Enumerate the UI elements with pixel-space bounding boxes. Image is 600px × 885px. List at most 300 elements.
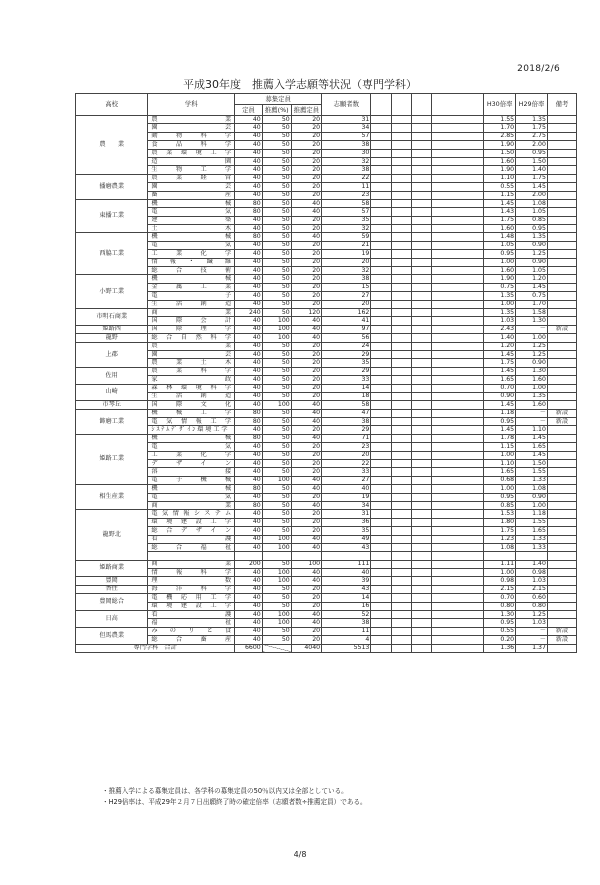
blank-cell — [411, 116, 431, 124]
h29-ratio-cell: 1.00 — [516, 501, 548, 509]
dept-name: 総合デザイン — [148, 527, 235, 535]
h30-ratio-cell: 1.65 — [484, 468, 516, 476]
applicants-cell: 38 — [322, 619, 371, 627]
blank-cell — [411, 460, 431, 468]
blank-cell — [391, 644, 411, 652]
capacity-cell: 40 — [235, 384, 263, 392]
blank-cell — [432, 141, 484, 149]
rec-quota-cell: 20 — [291, 174, 321, 182]
rec-quota-cell: 20 — [291, 132, 321, 140]
rec-quota-cell: 20 — [291, 594, 321, 602]
h29-ratio-cell: 1.30 — [516, 367, 548, 375]
capacity-cell: 40 — [235, 132, 263, 140]
applicants-cell: 43 — [322, 543, 371, 551]
blank-cell — [411, 233, 431, 241]
blank-cell — [432, 611, 484, 619]
blank-cell — [391, 552, 411, 560]
blank-cell — [371, 569, 391, 577]
h29-ratio-cell: 1.25 — [516, 342, 548, 350]
header-h30: H30倍率 — [484, 94, 516, 116]
h29-ratio-cell: 0.80 — [516, 602, 548, 610]
rec-quota-cell: 20 — [291, 527, 321, 535]
h30-ratio-cell: 0.70 — [484, 594, 516, 602]
h29-ratio-cell: 1.05 — [516, 208, 548, 216]
h30-ratio-cell: 1.80 — [484, 518, 516, 526]
table-row — [76, 434, 577, 442]
blank-cell — [371, 384, 391, 392]
rec-pct-cell: 50 — [262, 376, 291, 384]
dept-name: 総合技術 — [148, 267, 235, 275]
rec-quota-cell: 20 — [291, 451, 321, 459]
blank-cell — [432, 300, 484, 308]
applicants-cell: 34 — [322, 501, 371, 509]
blank-cell — [371, 510, 391, 518]
blank-cell — [391, 451, 411, 459]
capacity-cell: 40 — [235, 535, 263, 543]
h29-ratio-cell: 1.00 — [516, 334, 548, 342]
rec-pct-cell: 50 — [262, 267, 291, 275]
blank-cell — [432, 267, 484, 275]
table-row — [76, 501, 577, 509]
rec-quota-cell: 20 — [291, 384, 321, 392]
dept-name: 金属工業 — [148, 283, 235, 291]
blank-cell — [411, 241, 431, 249]
table-row — [76, 157, 577, 165]
applicants-cell: 58 — [322, 199, 371, 207]
blank-cell — [391, 283, 411, 291]
rec-quota-cell: 100 — [291, 560, 321, 568]
school-name: 姫路商業 — [76, 560, 148, 577]
rec-pct-cell: 50 — [262, 460, 291, 468]
h29-ratio-cell: 0.98 — [516, 569, 548, 577]
h29-ratio-cell — [516, 552, 548, 560]
capacity-cell: 40 — [235, 543, 263, 551]
blank-cell — [391, 577, 411, 585]
blank-cell — [391, 116, 411, 124]
remarks-cell — [547, 359, 576, 367]
rec-quota-cell: 40 — [291, 577, 321, 585]
blank-cell — [371, 174, 391, 182]
blank-cell — [411, 384, 431, 392]
applicants-cell: 15 — [322, 283, 371, 291]
h29-ratio-cell: 2.15 — [516, 585, 548, 593]
applicants-cell: 36 — [322, 518, 371, 526]
capacity-cell: 40 — [235, 250, 263, 258]
blank-cell — [411, 426, 431, 434]
table-row — [76, 124, 577, 132]
h30-ratio-cell: 1.48 — [484, 233, 516, 241]
h30-ratio-cell: 1.08 — [484, 543, 516, 551]
dept-name: 動物科学 — [148, 132, 235, 140]
capacity-cell: 40 — [235, 451, 263, 459]
blank-cell — [411, 443, 431, 451]
rec-quota-cell: 20 — [291, 141, 321, 149]
blank-cell — [411, 501, 431, 509]
rec-pct-cell: 50 — [262, 216, 291, 224]
h30-ratio-cell: 1.60 — [484, 157, 516, 165]
school-name: 相生産業 — [76, 485, 148, 510]
rec-pct-cell: 50 — [262, 527, 291, 535]
h30-ratio-cell: 1.05 — [484, 241, 516, 249]
blank-cell — [371, 602, 391, 610]
blank-cell — [432, 258, 484, 266]
rec-quota-cell: 20 — [291, 392, 321, 400]
rec-pct-cell: 50 — [262, 241, 291, 249]
table-row — [76, 267, 577, 275]
blank-cell — [411, 141, 431, 149]
header-remarks: 備考 — [547, 94, 576, 116]
blank-cell — [391, 518, 411, 526]
h29-ratio-cell: 1.18 — [516, 510, 548, 518]
h30-ratio-cell: 1.00 — [484, 485, 516, 493]
rec-pct-cell: 50 — [262, 124, 291, 132]
blank-cell — [432, 334, 484, 342]
applicants-cell: 41 — [322, 317, 371, 325]
blank-cell — [371, 527, 391, 535]
applicants-cell: 11 — [322, 183, 371, 191]
capacity-cell: 40 — [235, 460, 263, 468]
blank-cell — [391, 367, 411, 375]
rec-pct-cell: 50 — [262, 308, 291, 316]
rec-pct-cell: 50 — [262, 359, 291, 367]
dept-name: 機械 — [148, 485, 235, 493]
remarks-cell — [547, 426, 576, 434]
table-row — [76, 141, 577, 149]
remarks-cell — [547, 183, 576, 191]
dept-name: 農業環境工学 — [148, 149, 235, 157]
capacity-cell: 40 — [235, 317, 263, 325]
rec-quota-cell: 40 — [291, 535, 321, 543]
capacity-cell: 40 — [235, 611, 263, 619]
h30-ratio-cell: 1.45 — [484, 350, 516, 358]
header-h29: H29倍率 — [516, 94, 548, 116]
h29-ratio-cell: 1.45 — [516, 451, 548, 459]
h30-ratio-cell: 0.95 — [484, 418, 516, 426]
h29-ratio-cell: 1.75 — [516, 174, 548, 182]
remarks-cell — [547, 535, 576, 543]
rec-pct-cell: 100 — [262, 401, 291, 409]
header-quota-group: 募集定員 — [235, 94, 322, 105]
h29-ratio-cell: 0.60 — [516, 594, 548, 602]
blank-cell — [391, 585, 411, 593]
dept-name: 理数 — [148, 577, 235, 585]
blank-cell — [371, 468, 391, 476]
h29-ratio-cell: 1.25 — [516, 250, 548, 258]
rec-pct-cell: 50 — [262, 183, 291, 191]
header-blank-3 — [411, 94, 431, 116]
table-row — [76, 468, 577, 476]
school-name: 西脇工業 — [76, 233, 148, 275]
blank-cell — [371, 216, 391, 224]
rec-pct-cell: 100 — [262, 569, 291, 577]
h29-ratio-cell: 1.35 — [516, 392, 548, 400]
blank-cell — [391, 376, 411, 384]
dept-name: 農業土木 — [148, 359, 235, 367]
blank-cell — [391, 485, 411, 493]
school-name: 市明石商業 — [76, 308, 148, 325]
h30-ratio-cell: 0.75 — [484, 283, 516, 291]
h29-ratio-cell: － — [516, 627, 548, 635]
blank-cell — [391, 132, 411, 140]
rec-pct-cell: 100 — [262, 325, 291, 333]
remarks-cell — [547, 275, 576, 283]
rec-quota-cell: 40 — [291, 476, 321, 484]
table-row — [76, 518, 577, 526]
table-row — [76, 166, 577, 174]
blank-cell — [432, 602, 484, 610]
blank-cell — [411, 191, 431, 199]
table-row — [76, 560, 577, 568]
remarks-cell — [547, 317, 576, 325]
blank-cell — [432, 342, 484, 350]
blank-cell — [432, 401, 484, 409]
h30-ratio-cell: 0.55 — [484, 183, 516, 191]
capacity-cell: 40 — [235, 275, 263, 283]
rec-quota-cell: 40 — [291, 501, 321, 509]
applicants-cell: 38 — [322, 166, 371, 174]
total-capacity: 6600 — [235, 644, 263, 652]
blank-cell — [391, 208, 411, 216]
header-capacity: 定員 — [235, 105, 263, 116]
blank-cell — [411, 376, 431, 384]
applicants-cell: 33 — [322, 376, 371, 384]
blank-cell — [411, 627, 431, 635]
h29-ratio-cell: 0.90 — [516, 241, 548, 249]
h29-ratio-cell: 1.40 — [516, 560, 548, 568]
blank-cell — [411, 552, 431, 560]
remarks-cell — [547, 241, 576, 249]
capacity-cell: 40 — [235, 258, 263, 266]
dept-name: 電気 — [148, 493, 235, 501]
blank-cell — [371, 342, 391, 350]
remarks-cell — [547, 191, 576, 199]
blank-cell — [391, 476, 411, 484]
blank-cell — [371, 225, 391, 233]
rec-quota-cell: 20 — [291, 292, 321, 300]
capacity-cell: 40 — [235, 183, 263, 191]
rec-pct-cell: 50 — [262, 292, 291, 300]
h30-ratio-cell: 1.40 — [484, 334, 516, 342]
h29-ratio-cell: 1.50 — [516, 460, 548, 468]
dept-name: 工業化学 — [148, 451, 235, 459]
applicants-cell: 32 — [322, 267, 371, 275]
applicants-cell: 29 — [322, 367, 371, 375]
capacity-cell: 40 — [235, 392, 263, 400]
blank-cell — [411, 325, 431, 333]
blank-cell — [371, 392, 391, 400]
dept-name: ｼｽﾃﾑﾃﾞｻﾞｲﾝ環境工学 — [148, 426, 235, 434]
rec-pct-cell: 50 — [262, 451, 291, 459]
blank-cell — [371, 334, 391, 342]
school-name: 小野工業 — [76, 275, 148, 309]
dept-name: 福祉 — [148, 619, 235, 627]
blank-cell — [411, 174, 431, 182]
blank-cell — [391, 308, 411, 316]
blank-cell — [371, 501, 391, 509]
remarks-cell — [547, 208, 576, 216]
blank-cell — [411, 518, 431, 526]
table-row — [76, 258, 577, 266]
h29-ratio-cell: 1.03 — [516, 619, 548, 627]
rec-quota-cell: 20 — [291, 493, 321, 501]
applicants-cell: 16 — [322, 602, 371, 610]
blank-cell — [432, 350, 484, 358]
blank-cell — [371, 132, 391, 140]
remarks-cell — [547, 527, 576, 535]
blank-cell — [411, 493, 431, 501]
dept-name: 電気 — [148, 208, 235, 216]
capacity-cell: 40 — [235, 191, 263, 199]
school-name: 龍野 — [76, 334, 148, 342]
remarks-cell — [547, 543, 576, 551]
h30-ratio-cell: 1.11 — [484, 560, 516, 568]
applicants-cell: 39 — [322, 577, 371, 585]
rec-pct-cell: 100 — [262, 317, 291, 325]
blank-cell — [432, 367, 484, 375]
blank-cell — [411, 569, 431, 577]
rec-pct-cell: 50 — [262, 485, 291, 493]
h30-ratio-cell: 1.45 — [484, 199, 516, 207]
blank-cell — [391, 602, 411, 610]
blank-cell — [391, 619, 411, 627]
rec-quota-cell: 120 — [291, 308, 321, 316]
h30-ratio-cell: 2.15 — [484, 585, 516, 593]
blank-cell — [432, 485, 484, 493]
remarks-cell — [547, 166, 576, 174]
capacity-cell: 40 — [235, 493, 263, 501]
capacity-cell — [235, 552, 263, 560]
h29-ratio-cell: 1.08 — [516, 485, 548, 493]
h30-ratio-cell: 1.90 — [484, 275, 516, 283]
rec-quota-cell: 20 — [291, 116, 321, 124]
dept-name: 農業科学 — [148, 367, 235, 375]
dept-name: 情報科学 — [148, 569, 235, 577]
dept-name: 食品科学 — [148, 141, 235, 149]
blank-cell — [371, 300, 391, 308]
blank-cell — [432, 275, 484, 283]
blank-cell — [371, 401, 391, 409]
rec-quota-cell: 20 — [291, 241, 321, 249]
table-row — [76, 577, 577, 585]
blank-cell — [391, 392, 411, 400]
blank-cell — [432, 619, 484, 627]
applicants-cell: 43 — [322, 585, 371, 593]
applicants-cell: 27 — [322, 292, 371, 300]
blank-cell — [411, 157, 431, 165]
h29-ratio-cell: 1.60 — [516, 401, 548, 409]
remarks-cell — [547, 124, 576, 132]
blank-cell — [432, 644, 484, 652]
blank-cell — [411, 644, 431, 652]
table-row — [76, 283, 577, 291]
h30-ratio-cell: 1.20 — [484, 342, 516, 350]
remarks-cell — [547, 300, 576, 308]
h29-ratio-cell: 1.65 — [516, 527, 548, 535]
applicants-cell: 111 — [322, 560, 371, 568]
h30-ratio-cell — [484, 552, 516, 560]
capacity-cell: 40 — [235, 619, 263, 627]
total-rec-quota: 4040 — [291, 644, 321, 652]
remarks-cell — [547, 233, 576, 241]
blank-cell — [371, 208, 391, 216]
capacity-cell: 40 — [235, 518, 263, 526]
remarks-cell — [547, 602, 576, 610]
applicants-cell: 31 — [322, 510, 371, 518]
blank-cell — [391, 124, 411, 132]
rec-quota-cell: 20 — [291, 283, 321, 291]
rec-quota-cell: 40 — [291, 611, 321, 619]
school-name: 但馬農業 — [76, 627, 148, 644]
dept-name: 環境建設工学 — [148, 518, 235, 526]
remarks-cell — [547, 225, 576, 233]
dept-name: 国際理学 — [148, 325, 235, 333]
blank-cell — [432, 594, 484, 602]
blank-cell — [391, 535, 411, 543]
capacity-cell: 40 — [235, 636, 263, 644]
capacity-cell: 40 — [235, 325, 263, 333]
rec-pct-cell: 50 — [262, 418, 291, 426]
blank-cell — [371, 275, 391, 283]
h30-ratio-cell: 1.15 — [484, 443, 516, 451]
capacity-cell: 40 — [235, 585, 263, 593]
application-status-table — [75, 93, 577, 653]
remarks-cell — [547, 116, 576, 124]
school-name: 龍野北 — [76, 510, 148, 560]
blank-cell — [391, 594, 411, 602]
blank-cell — [391, 267, 411, 275]
rec-quota-cell: 40 — [291, 619, 321, 627]
remarks-cell — [547, 216, 576, 224]
table-row — [76, 191, 577, 199]
rec-pct-cell: 100 — [262, 476, 291, 484]
h29-ratio-cell: 0.90 — [516, 258, 548, 266]
rec-pct-cell: 50 — [262, 367, 291, 375]
dept-name: 土木 — [148, 225, 235, 233]
rec-pct-cell: 50 — [262, 149, 291, 157]
rec-pct-cell: 50 — [262, 283, 291, 291]
applicants-cell: 162 — [322, 308, 371, 316]
applicants-cell: 31 — [322, 116, 371, 124]
remarks-cell — [547, 174, 576, 182]
applicants-cell: 40 — [322, 485, 371, 493]
h30-ratio-cell: 1.43 — [484, 208, 516, 216]
capacity-cell: 80 — [235, 501, 263, 509]
h30-ratio-cell: 1.75 — [484, 527, 516, 535]
dept-name: 森林環境科学 — [148, 384, 235, 392]
school-name: 佐用 — [76, 367, 148, 384]
capacity-cell: 40 — [235, 468, 263, 476]
blank-cell — [391, 342, 411, 350]
rec-quota-cell: 20 — [291, 250, 321, 258]
table-row — [76, 308, 577, 316]
page-number: 4/8 — [293, 850, 307, 859]
blank-cell — [411, 468, 431, 476]
remarks-cell: 新設 — [547, 627, 576, 635]
dept-name: 畜産 — [148, 191, 235, 199]
rec-pct-cell: 100 — [262, 577, 291, 585]
page-title: 平成30年度 推薦入学志願等状況（専門学科） — [183, 78, 417, 91]
table-row — [76, 392, 577, 400]
rec-quota-cell: 20 — [291, 367, 321, 375]
rec-pct-cell: 50 — [262, 518, 291, 526]
table-row — [76, 241, 577, 249]
rec-pct-cell: 50 — [262, 342, 291, 350]
header-blank-1 — [371, 94, 391, 116]
blank-cell — [411, 434, 431, 442]
blank-cell — [432, 627, 484, 635]
dept-name: 工業化学 — [148, 250, 235, 258]
rec-pct-cell: 50 — [262, 426, 291, 434]
